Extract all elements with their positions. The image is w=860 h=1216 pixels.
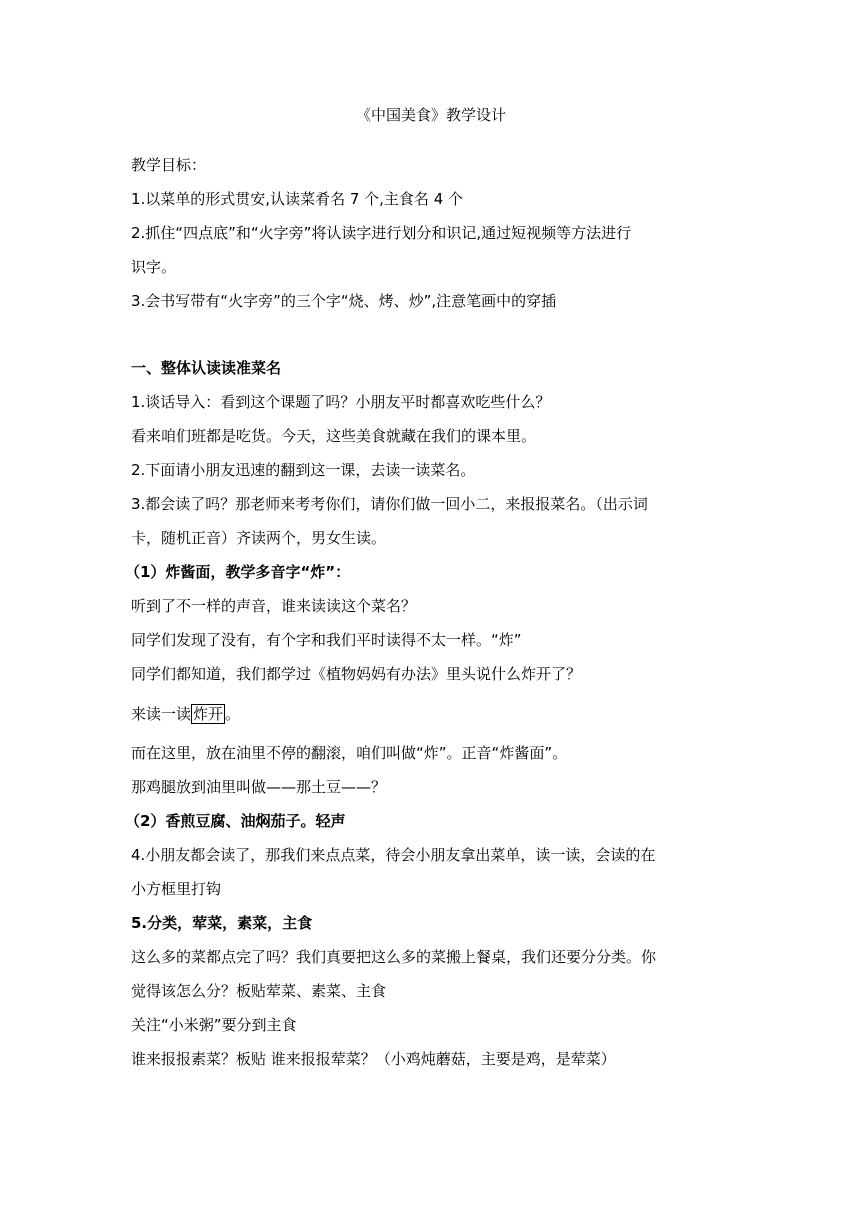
paragraph-line: 而在这里，放在油里不停的翻滚，咱们叫做“炸”。正音“炸酱面”。 (131, 744, 568, 762)
paragraph-line: 1.谈话导入：看到这个课题了吗？小朋友平时都喜欢吃些什么？ (131, 393, 551, 411)
paragraph-line: 3.都会读了吗？那老师来考考你们，请你们做一回小二，来报报菜名。（出示词 (131, 495, 648, 513)
paragraph-line: 2.下面请小朋友迅速的翻到这一课，去读一读菜名。 (131, 461, 476, 479)
goals-heading: 教学目标： (131, 156, 207, 174)
document-title: 《中国美食》教学设计 (355, 106, 506, 124)
goal-item-2-cont: 识字。 (131, 258, 177, 276)
paragraph-line: 这么多的菜都点完了吗？我们真要把这么多的菜搬上餐桌，我们还要分分类。你 (131, 948, 657, 966)
subsection1-heading: （1）炸酱面，教学多音字“炸”： (125, 563, 351, 581)
paragraph-line: 关注“小米粥”要分到主食 (131, 1016, 297, 1034)
paragraph-line: 同学们发现了没有，有个字和我们平时读得不太一样。“炸” (131, 631, 522, 649)
paragraph-line: 小方框里打钩 (131, 880, 222, 898)
read-prefix: 来读一读 (131, 705, 192, 723)
paragraph-line: 4.小朋友都会读了，那我们来点点菜，待会小朋友拿出菜单，读一读，会读的在 (131, 846, 656, 864)
read-aloud-line (131, 703, 731, 725)
subsection2-heading: （2）香煎豆腐、油焖茄子。轻声 (125, 812, 346, 830)
paragraph-line: 卡，随机正音）齐读两个，男女生读。 (131, 529, 387, 547)
goal-item-2: 2.抓住“四点底”和“火字旁”将认读字进行划分和识记,通过短视频等方法进行 (131, 224, 632, 242)
item5-heading: 5.分类，荤菜，素菜，主食 (131, 914, 313, 932)
paragraph-line: 觉得该怎么分？板贴荤菜、素菜、主食 (131, 982, 387, 1000)
paragraph-line: 听到了不一样的声音，谁来读读这个菜名？ (131, 597, 417, 615)
paragraph-line: 谁来报报素菜？板贴 谁来报报荤菜？（小鸡炖蘑菇，主要是鸡，是荤菜） (131, 1050, 616, 1068)
section1-heading: 一、整体认读读准菜名 (131, 359, 282, 377)
boxed-word: 炸开 (193, 705, 224, 723)
goal-item-1: 1.以菜单的形式贯安,认读菜肴名 7 个,主食名 4 个 (131, 190, 464, 208)
read-suffix: 。 (225, 705, 241, 723)
paragraph-line: 那鸡腿放到油里叫做——那土豆——？ (131, 778, 387, 796)
paragraph-line: 同学们都知道，我们都学过《植物妈妈有办法》里头说什么炸开了？ (131, 665, 582, 683)
paragraph-line: 看来咱们班都是吃货。今天，这些美食就藏在我们的课本里。 (131, 427, 537, 445)
goal-item-3: 3.会书写带有“火字旁”的三个字“烧、烤、炒”,注意笔画中的穿插 (131, 292, 557, 310)
